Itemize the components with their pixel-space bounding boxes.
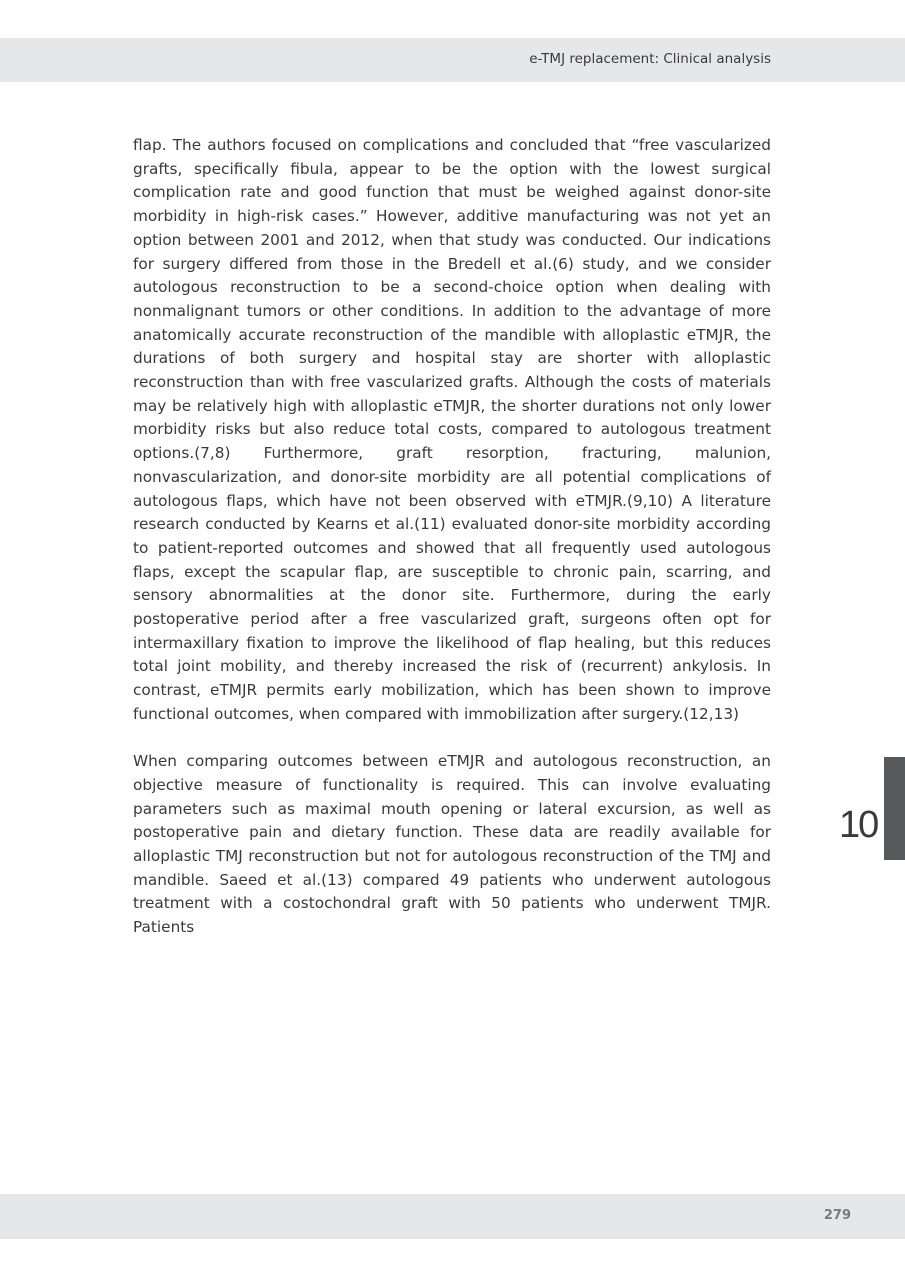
paragraph: When comparing outcomes between eTMJR and autologous reconstruction, an objective measure of functionality is required. This can involve evaluating parameters such as maximal mouth opening or lateral excursion, as well as postoperative pain and dietary function. These data are readily available for alloplastic TMJ reconstruction but not for autologous reconstruction of the TMJ and mandible. Saeed et al.(13) compared 49 patients who underwent autologous treatment with a costochondral graft with 50 patients who underwent TMJR. Patients — [133, 752, 771, 937]
chapter-thumb-tab — [884, 757, 905, 860]
page-footer — [0, 1194, 905, 1239]
paragraph: flap. The authors focused on complications and concluded that “free vascularized grafts, specifically fibula, appear to be the option with the lowest surgical complication rate and good function that must be weighed against donor-site morbidity in high-risk cases.” However, additive manufacturing was not yet an option between 2001 and 2012, when that study was conducted. Our indications for surgery differed from those in the Bredell et al.(6) study, and we consider autologous reconstruction to be a second-choice option when dealing with nonmalignant tumors or other conditions. In addition to the advantage of more anatomically accurate reconstruction of the mandible with alloplastic eTMJR, the durations of both surgery and hospital stay are shorter with alloplastic reconstruction than with free vascularized grafts. Although the costs of materials may be relatively high with alloplastic eTMJR, the shorter durations not only lower morbidity risks but also reduce total costs, compared to autologous treatment options.(7,8) Furthermore, graft resorption, fracturing, malunion, nonvascularization, and donor-site morbidity are all potential complications of autologous flaps, which have not been observed with eTMJR.(9,10) A literature research conducted by Kearns et al.(11) evaluated donor-site morbidity according to patient-reported outcomes and showed that all frequently used autologous flaps, except the scapular flap, are susceptible to chronic pain, scarring, and sensory abnormalities at the donor site. Furthermore, during the early postoperative period after a free vascularized graft, surgeons often opt for intermaxillary fixation to improve the likelihood of flap healing, but this reduces total joint mobility, and thereby increased the risk of (recurrent) ankylosis. In contrast, eTMJR permits early mobilization, which has been shown to improve functional outcomes, when compared with immobilization after surgery.(12,13) — [133, 136, 771, 723]
article-body — [133, 134, 771, 940]
chapter-number: 10 — [839, 804, 878, 846]
running-head-title: e-TMJ replacement: Clinical analysis — [529, 51, 771, 67]
running-header — [0, 38, 905, 82]
page-number: 279 — [823, 1208, 851, 1223]
